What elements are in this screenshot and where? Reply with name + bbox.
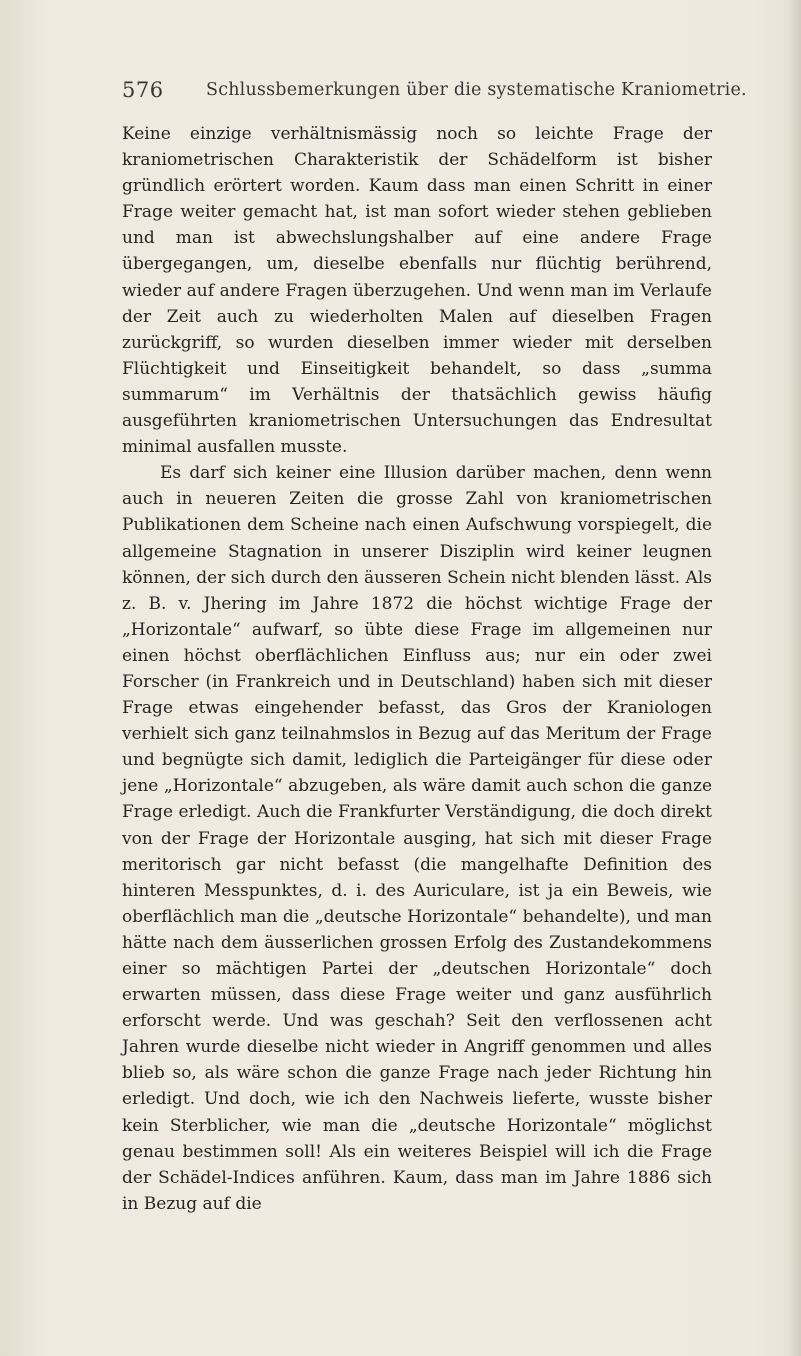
body-text xyxy=(122,121,712,1217)
paragraph-2: Es darf sich keiner eine Illusion darüber machen, denn wenn auch in neueren Zeiten die grosse Zahl von kraniometrischen Publikationen dem Scheine nach einen Aufschwung vorspiegelt, die allgemeine Stagnation in unserer Disziplin wird keiner leugnen können, der sich durch den äusseren Schein nicht blenden lässt. Als z. B. v. Jhering im Jahre 1872 die höchst wichtige Frage der „Horizontale“ aufwarf, so übte diese Frage im allgemeinen nur einen höchst oberflächlichen Einfluss aus; nur ein oder zwei Forscher (in Frankreich und in Deutschland) haben sich mit dieser Frage etwas eingehender befasst, das Gros der Kraniologen verhielt sich ganz teilnahmslos in Bezug auf das Meritum der Frage und begnügte sich damit, lediglich die Parteigänger für diese oder jene „Horizontale“ abzugeben, als wäre damit auch schon die ganze Frage erledigt. Auch die Frankfurter Verständigung, die doch direkt von der Frage der Horizontale ausging, hat sich mit dieser Frage meritorisch gar nicht befasst (die mangelhafte Definition des hinteren Messpunktes, d. i. des Auriculare, ist ja ein Beweis, wie oberflächlich man die „deutsche Horizontale“ behandelte), und man hätte nach dem äusserlichen grossen Erfolg des Zustandekommens einer so mächtigen Partei der „deutschen Horizontale“ doch erwarten müssen, dass diese Frage weiter und ganz ausführlich erforscht werde. Und was geschah? Seit den verflossenen acht Jahren wurde dieselbe nicht wieder in Angriff genommen und alles blieb so, als wäre schon die ganze Frage nach jeder Richtung hin erledigt. Und doch, wie ich den Nachweis lieferte, wusste bisher kein Sterblicher, wie man die „deutsche Horizontale“ möglichst genau bestimmen soll! Als ein weiteres Beispiel will ich die Frage der Schädel-Indices anführen. Kaum, dass man im Jahre 1886 sich in Bezug auf die xyxy=(122,463,712,1214)
page-header xyxy=(0,78,801,106)
running-head: Schlussbemerkungen über die systematische Kraniometrie. xyxy=(206,80,747,100)
page-edge-shadow xyxy=(787,0,801,1356)
page-number: 576 xyxy=(122,78,164,102)
paragraph-1: Keine einzige verhältnismässig noch so leichte Frage der kraniometrischen Charakteristik der Schädelform ist bisher gründlich erörtert worden. Kaum dass man einen Schritt in einer Frage weiter gemacht hat, ist man sofort wieder stehen geblieben und man ist abwechslungshalber auf eine andere Frage übergegangen, um, dieselbe ebenfalls nur flüchtig berührend, wieder auf andere Fragen überzugehen. Und wenn man im Verlaufe der Zeit auch zu wiederholten Malen auf dieselben Fragen zurückgriff, so wurden dieselben immer wieder mit derselben Flüchtigkeit und Einseitigkeit behandelt, so dass „summa summarum“ im Verhältnis der thatsächlich gewiss häufig ausgeführten kraniometrischen Untersuchungen das Endresultat minimal ausfallen musste. xyxy=(122,124,712,458)
